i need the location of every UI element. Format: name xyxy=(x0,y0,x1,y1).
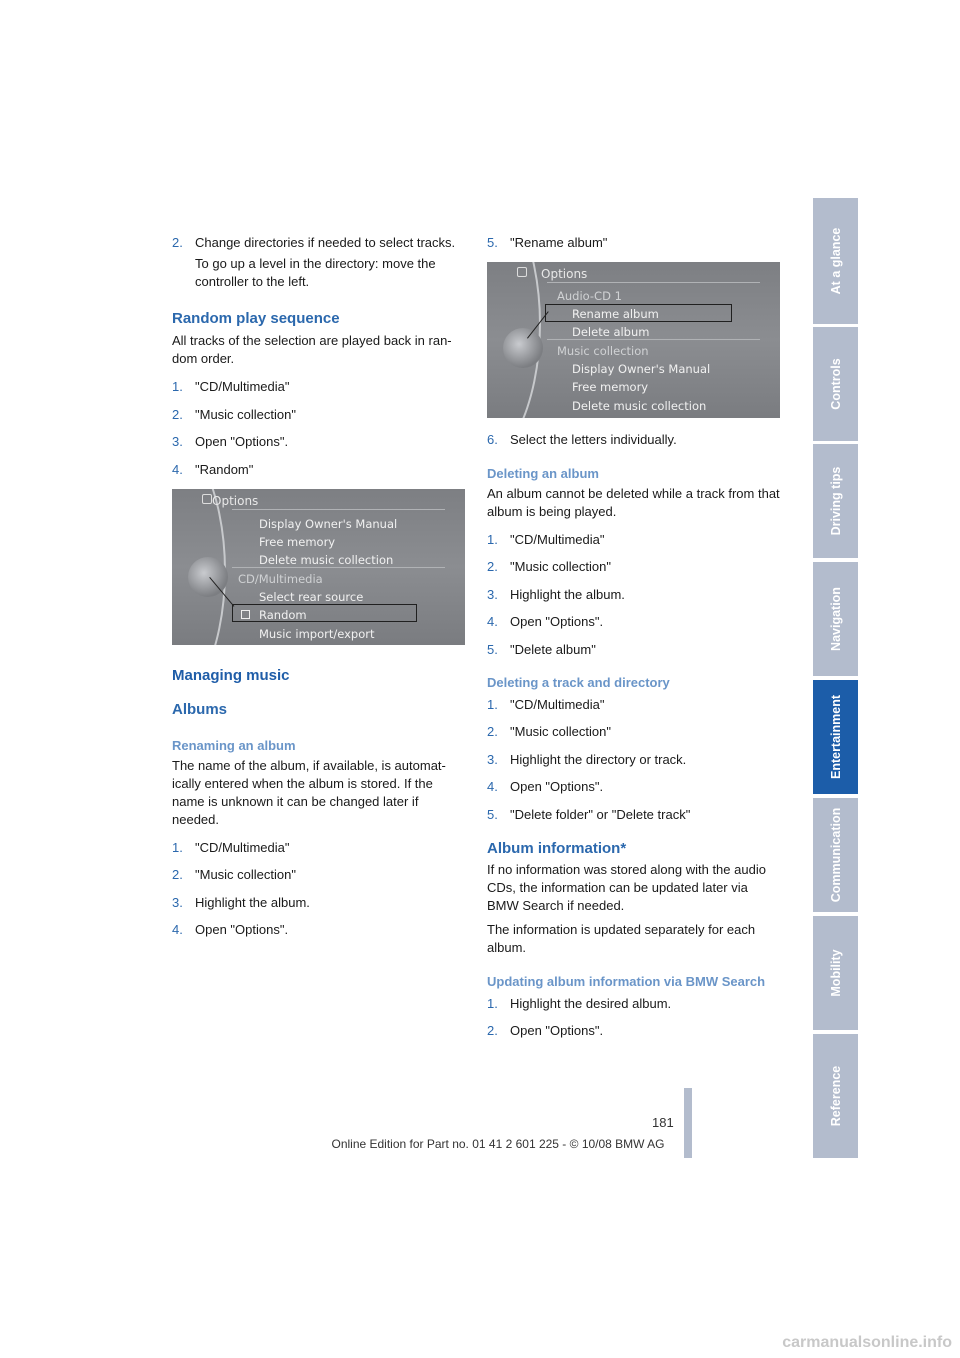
step-number: 1. xyxy=(487,531,498,547)
list-item xyxy=(487,778,780,796)
footer-text: Online Edition for Part no. 01 41 2 601 225 - © 10/08 BMW AG xyxy=(331,1137,665,1151)
menu-item: Delete music collection xyxy=(572,398,707,413)
watermark: carmanualsonline.info xyxy=(782,1334,952,1351)
step-number: 4. xyxy=(487,614,498,629)
right-column xyxy=(487,234,780,1050)
list-item xyxy=(487,696,780,714)
tab-at-a-glance[interactable] xyxy=(813,198,858,324)
list-item xyxy=(172,234,465,291)
renaming-heading: Renaming an album xyxy=(172,737,296,753)
tab-label: Controls xyxy=(828,358,843,410)
tab-label: Driving tips xyxy=(828,466,843,536)
step-number: 3. xyxy=(487,751,498,767)
step-text: "CD/Multimedia" xyxy=(510,696,605,712)
step-number: 2. xyxy=(487,559,498,574)
highlight-frame xyxy=(232,604,417,622)
highlight-frame xyxy=(545,304,732,322)
step-number: 2. xyxy=(487,1023,498,1038)
step-number: 1. xyxy=(172,839,183,855)
album-info-paragraph: The information is updated separately for each album. xyxy=(487,921,756,955)
step-number: 4. xyxy=(487,779,498,794)
list-item xyxy=(172,866,465,884)
list-item xyxy=(172,839,465,857)
list-item xyxy=(487,558,780,576)
step-number: 5. xyxy=(487,235,498,250)
deleting-track-heading: Deleting a track and directory xyxy=(487,674,670,690)
step-text: "CD/Multimedia" xyxy=(510,531,605,547)
step-text: "Music collection" xyxy=(195,406,296,422)
step-number: 4. xyxy=(172,461,183,477)
list-item xyxy=(172,894,465,912)
menu-item: Select rear source xyxy=(259,589,364,604)
list-item xyxy=(172,406,465,424)
options-screen-random xyxy=(172,489,465,645)
step-number: 5. xyxy=(487,641,498,657)
options-icon xyxy=(517,267,527,277)
step-text: "Delete album" xyxy=(510,641,596,657)
list-item xyxy=(172,921,465,939)
step-text: "Rename album" xyxy=(510,235,608,250)
step-subtext: To go up a level in the directory: move the controller to the left. xyxy=(195,256,436,289)
menu-group: CD/Multimedia xyxy=(238,571,323,586)
divider xyxy=(232,567,445,568)
list-item xyxy=(487,613,780,631)
menu-item: Display Owner's Manual xyxy=(259,516,398,531)
menu-item: Delete music collection xyxy=(259,552,394,567)
list-item xyxy=(487,234,780,252)
step-number: 3. xyxy=(172,894,183,910)
step-text: "Music collection" xyxy=(510,724,611,739)
renaming-intro: The name of the album, if available, is automat-ically entered when the album is stored. If the name is unknown it can be changed later if needed. xyxy=(172,757,446,827)
list-item xyxy=(172,378,465,396)
menu-item: Music import/export xyxy=(259,626,375,641)
tab-label: Mobility xyxy=(828,949,843,997)
menu-item: Free memory xyxy=(259,534,336,549)
menu-item: Free memory xyxy=(572,379,649,394)
page-number: 181 xyxy=(652,1115,674,1130)
updating-heading: Updating album information via BMW Search xyxy=(487,973,766,989)
step-number: 5. xyxy=(487,806,498,822)
list-item xyxy=(487,723,780,741)
step-text: Change directories if needed to select tracks. xyxy=(195,235,456,250)
step-text: Open "Options". xyxy=(195,434,289,449)
list-item xyxy=(487,1022,780,1040)
divider xyxy=(547,282,760,283)
menu-group: Music collection xyxy=(557,343,649,358)
deleting-album-heading: Deleting an album xyxy=(487,465,599,481)
list-item xyxy=(487,586,780,604)
tab-label: Reference xyxy=(828,1065,843,1127)
list-item xyxy=(487,531,780,549)
list-item xyxy=(487,641,780,659)
step-number: 3. xyxy=(172,434,183,449)
menu-item: Random xyxy=(259,607,307,622)
list-item xyxy=(487,751,780,769)
menu-group: Audio-CD 1 xyxy=(557,288,622,303)
step-text: Select the letters individually. xyxy=(510,431,677,447)
tab-communication[interactable] xyxy=(813,798,858,912)
menu-item: Display Owner's Manual xyxy=(572,361,711,376)
step-number: 4. xyxy=(172,922,183,937)
album-info-heading: Album information* xyxy=(487,839,627,857)
divider xyxy=(547,339,760,340)
random-play-heading: Random play sequence xyxy=(172,310,340,327)
tab-mobility[interactable] xyxy=(813,916,858,1030)
step-text: "Music collection" xyxy=(195,867,296,882)
list-item xyxy=(172,433,465,451)
tab-label: Entertainment xyxy=(828,694,843,780)
albums-heading: Albums xyxy=(172,700,228,718)
screen-title: Options xyxy=(541,266,588,281)
screen-title: Options xyxy=(212,493,259,508)
step-number: 2. xyxy=(487,724,498,739)
random-play-intro: All tracks of the selection are played back in ran-dom order. xyxy=(172,333,452,366)
menu-item: Rename album xyxy=(572,306,659,321)
managing-music-heading: Managing music xyxy=(172,666,290,684)
step-text: Highlight the desired album. xyxy=(510,995,672,1011)
menu-item: Delete album xyxy=(572,324,650,339)
step-number: 2. xyxy=(172,235,183,250)
step-text: Open "Options". xyxy=(195,922,289,937)
step-number: 1. xyxy=(487,995,498,1011)
tab-label: At a glance xyxy=(828,227,843,295)
step-text: "Music collection" xyxy=(510,559,611,574)
step-text: Highlight the album. xyxy=(195,894,310,910)
list-item xyxy=(487,806,780,824)
step-text: "Delete folder" or "Delete track" xyxy=(510,806,691,822)
list-item xyxy=(487,995,780,1013)
step-text: "CD/Multimedia" xyxy=(195,839,290,855)
tab-navigation[interactable] xyxy=(813,562,858,676)
tab-label: Communication xyxy=(828,807,843,903)
step-text: "Random" xyxy=(195,461,254,477)
step-number: 3. xyxy=(487,586,498,602)
list-item xyxy=(487,431,780,449)
left-column xyxy=(172,234,465,949)
controller-knob-icon xyxy=(503,328,543,368)
options-icon xyxy=(202,494,212,504)
divider xyxy=(232,509,445,510)
options-screen-rename xyxy=(487,262,780,418)
deleting-album-intro: An album cannot be deleted while a track from that album is being played. xyxy=(487,485,780,519)
step-number: 6. xyxy=(487,431,498,447)
step-text: Open "Options". xyxy=(510,614,604,629)
step-text: "CD/Multimedia" xyxy=(195,379,290,394)
step-number: 2. xyxy=(172,406,183,422)
tab-driving-tips[interactable] xyxy=(813,444,858,558)
step-number: 1. xyxy=(487,696,498,712)
album-info-paragraph: If no information was stored along with the audio CDs, the information can be updated later via BMW Search if needed. xyxy=(487,861,766,913)
step-number: 1. xyxy=(172,379,183,394)
step-text: Open "Options". xyxy=(510,779,604,794)
tab-label: Navigation xyxy=(828,587,843,651)
step-number: 2. xyxy=(172,867,183,882)
tab-entertainment[interactable] xyxy=(813,680,858,794)
step-text: Highlight the directory or track. xyxy=(510,751,687,767)
step-text: Open "Options". xyxy=(510,1023,604,1038)
list-item xyxy=(172,461,465,479)
step-text: Highlight the album. xyxy=(510,586,625,602)
tab-controls[interactable] xyxy=(813,327,858,441)
